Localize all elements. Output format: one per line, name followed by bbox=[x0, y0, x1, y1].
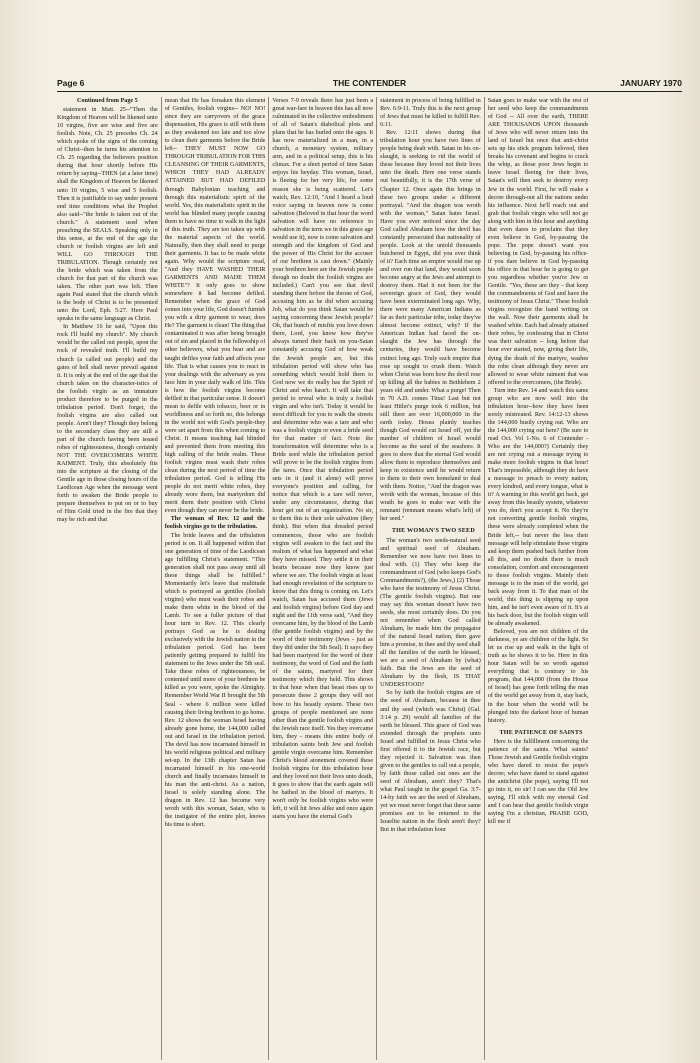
paragraph: statement in process of being fulfilled in Rev. 6:9-11. Truly this is the next group of Jews that must be killed to fulfill Rev. 6:11. bbox=[380, 98, 481, 129]
paragraph: Rev. 12:11 shows during that tribulation hour you have two lines of people being dealt with. Satan in his on-slaught, is seeking to rid the world of these because they loved not their lives unto the death. Here one verse stands out beautifully, it is the 17th verse of Chapter 12. Once again this brings in these two groups under a different portrayal. "And the dragon was wroth with the woman," Satan hates Israel. Have you ever noticed since the day God called Abraham how the devil has constantly persecuted that nationality of people. Look at the untold thousands butchered in Egypt, did you ever think of it? Each time an empire would rise up and over run that land, they would soon become angry at the Jews and attempt to destroy them. Had it not been for the sovereign grace of God, they would have been exterminated long ago. Why, there were many American Indians as far as their particular tribe, today they've almost become extinct, why? If the American Indian had faced the on-slaught the Jew has through the centuries, they would have become extinct long ago. Truly each empire that rose up sought to crush them. Watch when Christ was born how the devil rose up killing all the babies in Bethlehem 2 years old and under. What a purge! Then in 70 A.D. comes Titus! Last but not least Hitler's purge took 6 million, but still there are over 16,000,000 in the earth today. Hosea plainly teaches though God would cut Israel off, yet the number of children of Israel would become as the sand of the seashore. It goes to show that the eternal God would allow them to reproduce themselves and keep in existence until he would return to them to their own homeland to deal with them. Notice, "And the dragon was wroth with the woman, because of this wrath he goes to make war with the remnant (remnant means what's left) of her seed." bbox=[380, 130, 481, 523]
continued-note: Continued from Page 5 bbox=[76, 98, 138, 104]
column-divider bbox=[376, 97, 377, 1060]
paragraph: Beloved, you are not children of the darkness, ye are children of the light. So let us rise up and walk in the light of truth as he shows it to be. Here in this hour Satan will be so wroth against everything that is contrary to his program, that 144,000 (from the House of Israel) has gone forth telling the man of the world get away from it, stay back, in the hour when the world will be plunged into the darkest hour of human history. bbox=[487, 629, 589, 724]
column-divider bbox=[161, 97, 162, 1060]
page-number: Page 6 bbox=[57, 78, 85, 88]
paragraph: In Matthew 16 he said, "Upon this rock I'll build my church". My church would be the called out people, upon the rock of revealed truth. I'll build my church (a called out people) and the gates of hell shall never prevail against it. It is only at the end of the age that the church takes on the character-istics of the foolish virgin as an immature product therefore to be purged in the tribulation period. Don't forget, the foolish virgins are also called out people. Aren't they? Though they belong to the secondary class they are still a part of the church having been issued robes of righteousness, though certainly NOT THE OVERCOMERS WHITE RAIMENT. Truly, this absolutely fits into the scripture at the closing of the Gentile age in those closing hours of the Laodicean Age when the message went forth to awaken the Bride people to prepare themselves to put on or to buy of Him Gold tried in the fire that they may be rich and that bbox=[57, 324, 158, 524]
section-heading: THE PATIENCE OF SAINTS bbox=[499, 729, 583, 736]
paragraph: Here is the fulfillment concerning the patience of the saints. What saints? Those Jewish and Gentile foolish virgins who have dared to resist the pope's decree; who have dared to stand against the antichrist (the pope), saying I'll not go into it, no sir! I can see the Old Jew saying, I'll stick with my eternal God and I can hear that gentile foolish virgin saying I'm a christian, PRAISE GOD, kill me if bbox=[487, 738, 589, 826]
paragraph: Turn into Rev. 14 and watch this same group who are now well into the tribulation hour--how they have been sorely mistreated. Rev. 14:12-13 shows the 144,000 busily crying out. Who are the 144,000 crying out here? (Be sure to read Oct. Vol 1-No. 6 of Contender - Who are the 144,000?) Certainly they are not crying out a message trying to make more foolish virgins in that hour! That's impossible, although they do have a message to preach to every nation, every kindred, and every tongue, what is it? A warning to this world get back, get away from this beastly system, whatever you do, don't you accept it. No they're not converting gentile foolish virgins, these were already completed when the Bride left,-- but never the less their message will help stimulate these virgins and keep them pushed back further from all this, and no doubt there is much consolation, comfort and encouragement to those foolish virgins. Mainly their message is to the man of the world, get back away from it. To that man of the world, this thing is slipping up upon him, and he isn't even aware of it. It's at his back door, but the foolish virgin will be already awakened. bbox=[487, 387, 589, 628]
header-rule bbox=[57, 91, 682, 92]
column-3 bbox=[272, 97, 373, 1060]
column-1 bbox=[57, 97, 158, 1060]
paragraph: The woman's two seeds-natural seed and spiritual seed of Abraham. Remember we now have two lines to deal with. (1) They who keep the commandment of God (who keeps God's Commandments?), (the Jews,) (2) Those who have the testimony of Jesus Christ. (The gentile foolish virgins). But one may say this woman doesn't have two seeds, she most certainly does. Do you not remember when God called Abraham, he made him the propagator of the natural Israel nation, then gave him a promise, in thee and thy seed shall all the families of the earth be blessed, we are a seed of Abraham by (what) faith. But the Jews are the seed of Abraham by the flesh, IS THAT UNDERSTOOD? bbox=[380, 537, 481, 689]
column-divider bbox=[484, 97, 485, 1060]
column-2 bbox=[165, 97, 266, 1060]
column-divider bbox=[268, 97, 269, 1060]
section-heading: THE WOMAN'S TWO SEED bbox=[391, 528, 475, 535]
paragraph: mean that He has forsaken this element of Gentiles, foolish virgins-- NO! NO! since they are carryovers of the grace dispensation, His grace is still with them as they awakened too late and too slow to clean their garments before the Bride left-- THEY MUST NOW GO THROUGH TRIBULATION FOR THIS CLEANSING OF THEIR GARMENTS, WHICH THEY HAD ALREADY ATTAINED BUT HAD DEFILED through Babylonian teaching and through this materialistic spirit of the world. Yes, this materialistic spirit in the world has blinded many people causing them to have no time to walk in the light of this truth. They are too taken up with the material aspects of the world. Naturally, then they shall need to purge their garments. It has to be made white again. Why would the scripture read, "And they HAVE WASHED THEIR GARMENTS AND MADE THEM WHITE"? It only goes to show somewhere it had become defiled. Remember when the grace of God comes into your life, God doesn't furnish you with a dirty garment to wear, does He? The garment is clean! The thing that contaminated it was after being brought out of sin and placed in the fellowship of other believers, what you hear and are taught defiles your faith and affects your life. That is what causes you to react in your dealings with the adversary as you face him in your daily walk of life. This is how the foolish virgins become defiled in that particular sense. It doesn't mean to defile with tobacco, beer or in worldliness and so forth no, this belongs in the world not with God's people-they were set apart from this when coming to Christ. It means teaching had blinded and prevented them from meeting this high calling of the bride realm. These foolish virgins must wash their robes clean during the next period of time the tribulation period. God is telling His people do not merit white robes, they already wore them, but martyrdom did merit them their position with Christ even though they can never be the bride. bbox=[164, 98, 266, 515]
paragraph: Verses 7-9 reveals there has just been a great war-fare in heaven this has all now culminated in the collective embodiment of all of Satan's diabolical plots and plans that he has hurled onto the ages. It has now materialized in a man, in a church, a monetary system, military arm, and in a political setup, this is his climax. For a short period of time Satan enjoys his heyday. This woman, Israel, is fleeing for her very life, for some reason she is being scattered. Let's watch, Rev. 12:10, "And I heard a loud voice saying in heaven now is come salvation (Beloved in that hour the word salvation will have no reference to salvation in the term we in this grace age would use it), now is come salvation and strength and the kingdom of God and the power of His Christ for the accuser of our brethren is cast down." (Mainly your brethren here are the Jewish people though no doubt the foolish virgins are included.) Can't you see that devil standing there before the throne of God, accusing him as he did when accusing Job, what do you think Satan would be saying concerning these Jewish people? Oh, that bunch of misfits you love down there, Lord, you know how they've always turned their back on you-Satan constantly accusing God of how weak the Jewish people are, but this tribulation period will show who has something which would hold them to God now we do really has the Spirit of Christ and who hasn't. It will take that period to reveal who is truly a foolish virgin and who isn't. Today it would be most difficult for you to walk the streets and determine who was a tare and who was a foolish virgin or even a bride seed for that matter of fact. Note the transformation will determine who is a Bride seed while the tribulation period will prove to be the foolish virgins from the tares. Once that tribulation period sets in it (and it alone) will prove everyone's position and calling, for notice that which is a tare will never, under any circumstance, during that hour get out of an organization. No sir, to them this is their sole salvation (they think). But when that dreaded period commences, those who are foolish virgins will awaken to the fact and the realism of what has happened and what they have missed. They settle it in their hearts because now they know just where we are. The foolish virgin at least had enough revelation of the scripture to know that this thing is coming on. Let's watch, Satan has accused them (Jews and foolish virgins) before God day and night and the 11th verse said, "And they overcame him, by the blood of the Lamb (the gentile foolish virgins) and by the word of their testimony (Jews - just as they did under the 5th Seal). It says they had been martyred for the word of their testimony, the word of God and the faith of the saints, martyred for their testimony which they held. This shows in that hour when that beast rises up to persecute these 2 groups they will not bow to his beastly system. These two groups of people mentioned are none other than the gentile foolish virgins and the Jewish race itself. Yes they overcame him, they - means this entire body of tribulation saints both Jew and foolish gentile virgin overcame him. Remember Christ's blood atonement covered these foolish virgins for this tribulation hour and they loved not their lives unto death, it goes to show that the earth again will be bathed in the blood of martyrs. It won't only be foolish virgins who were left, it will hit Jews alike and once again starts you have the eternal God's bbox=[272, 98, 374, 821]
publication-title: THE CONTENDER bbox=[332, 78, 407, 88]
column-4 bbox=[380, 97, 481, 1060]
paragraph: statement in Matt. 25--"Then the Kingdom of Heaven will be likened unto 10 virgins, five are wise and five are foolish. Note, Ch. 25 precedes Ch. 24 which spoke of the signs of the coming of Christ--then he turns his attention to Ch. 25 regarding the believers position during that hour shortly before His return by saying--THEN (at a later time) shall the Kingdom of Heaven be likened unto 10 virgins, 5 wise and 5 foolish. Then it is justifiable to say under present end time conditions what the Prophet also said--"the bride is taken out of the church." A statement used when preaching the SEALS. Speaking only in this sense, at the end of the age the church or foolish virgins are left and WILL GO THROUGH THE TRIBULATION. Though certainly not the bride which was taken from the church for that part of the church was taken. The other part was left. Then again Paul stated that the church which is the body of Christ is to be presented unto the Lord, Eph. 5:27. Here Paul speaks in the same language as Christ. bbox=[57, 107, 158, 323]
paragraph: The bride leaves and the tribulation period is on. It all happened within that one generation of time of the Laodicean age fulfilling Christ's statement. "This generation shall not pass away until all these things shall be fulfilled." Momentarily let's leave that multitude which is portrayed as gentiles (foolish virgins) who must wash their robes and make them white in the blood of the Lamb. To see a fuller picture of that hour turn to Rev. 12. This clearly portrays God as he is dealing exclusively with the Jewish nation in the tribulation period. God has been patiently getting prepared to fulfill his statement to the Jews under the 5th seal. Take these robes of righteousness, be contented until more of your brethren be killed as you were, spoke the Almighty. Remember World War II brought the 5th Seal - where 6 million were killed causing their living brethren to go home. Rev. 12 shows the woman Israel having already gone home, the 144,000 called out and Israel in the tribulation period. The devil has now incarnated himself in his world religious political and military set-up. In the 13th chapter Satan has incarnated himself in his one-world church and finally incarnates himself in his man the anti-christ. As a nation, Israel is solely standing alone. The dragon in Rev. 12 has become very wroth with this woman, Satan, who is the instigator of the entire plot, knows his time is short. bbox=[164, 532, 266, 829]
column-5 bbox=[488, 97, 589, 1060]
paragraph: So by faith the foolish virgins are of the seed of Abraham, because in thee and thy seed (which was Christ) (Gal. 3:14 p. 29) would all families of the earth be blessed. This grace of God was extended through the prophets unto Israel and fulfilled in Jesus Christ who first offered it to the Jewish race, but they rejected it. Salvation was then given to the gentiles to call out a people, by faith those called out ones are the seed of Abraham, aren't they? That's what Paul taught in the gospel Ga. 3:7-14-by faith we are the seed of Abraham, yet we must never forget that these same promises are to be returned to the Israelite nation in the flesh aren't they? But in that tribulation hour bbox=[380, 690, 481, 834]
article-columns bbox=[57, 97, 687, 1060]
page-header bbox=[57, 78, 682, 92]
paragraph: The woman of Rev. 12 and the foolish virgins go to the tribulation. bbox=[164, 516, 266, 531]
paragraph: Satan goes to make war with the rest of her seed who keep the commandments of God -- All over the earth, THERE ARE THOUSANDS UPON thousands of Jews who will never return into the land of Israel but once that anti-christ sets up his stick program beloved, then breaks his covenant and begins to crack the whip, as those poor Jews begin to leave Israel fleeing for their lives, Satan's will then seek to destroy every Jew in the world. First, he will make a decree through-out all the nations under his influence. Next he'll reach out and grab that foolish virgin who will not go along with him in this hour and anything that even dares to proclaim that they even believe in God, by-passing the pope. The pope doesn't want you believing in God, by-passing his office-if you dare believe in God by-passing his office in that hour he is going to get you regardless whether you're Jew or Gentile. "Yes, these are they - that keep the commandments of God and have the testimony of Jesus Christ." These foolish virgins recognize the hand writing on the wall. Now their garments shall be washed white. Each had already attained their robes, by confessing that in Christ was their salvation -- long before that hour ever started, now, giving their life, dying the death of the martyre, washes the robe clean although they never are allowed to wear white raiment that was offered to the overcomers, (the Bride). bbox=[487, 98, 589, 386]
issue-date: JANUARY 1970 bbox=[620, 78, 682, 88]
